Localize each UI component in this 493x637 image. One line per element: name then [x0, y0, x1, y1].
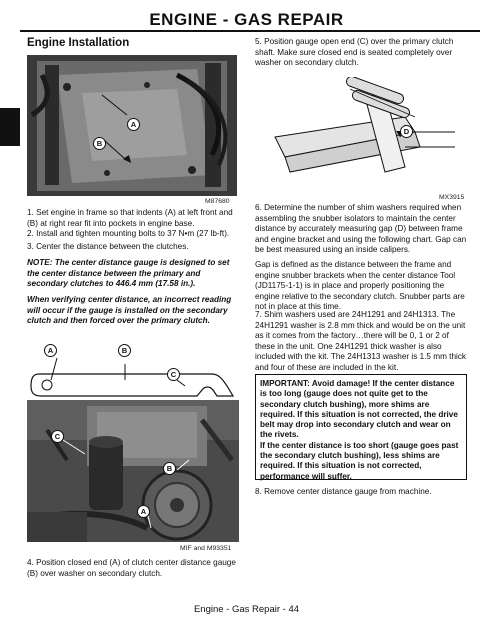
step-6: 6. Determine the number of shim washers required when assembling the snubber isolators to maintain the center distance by accurately measuring gap (D) between frame and engine bracket and using the following chart. Gap can be best measured using an inside calipers.	[255, 203, 467, 255]
center-distance-gauge-drawing	[27, 336, 239, 398]
note-center-distance: NOTE: The center distance gauge is designed to set the center distance between the primary and secondary clutches to 446.4 mm (17.58 in.).	[27, 258, 230, 289]
step-2: 2. Install and tighten mounting bolts to 37 N•m (27 lb-ft).	[27, 229, 230, 238]
clutch-gap-drawing	[255, 77, 467, 191]
engine-base-photo	[27, 55, 237, 196]
step-5: 5. Position gauge open end (C) over the primary clutch shaft. Make sure closed end is seated completely over washer on secondary clutch.	[255, 37, 454, 68]
photo-callout-c: C	[51, 430, 64, 443]
gauge-callout-c: C	[167, 368, 180, 381]
step-1: 1. Set engine in frame so that indents (A) at left front and (B) at right rear fit into pockets in engine base.	[27, 208, 233, 228]
step-8: 8. Remove center distance gauge from machine.	[255, 487, 432, 496]
gauge-bar-illustration	[27, 336, 239, 398]
header-rule	[20, 30, 480, 32]
photo-callout-a: A	[137, 505, 150, 518]
clutch-install-illustration	[27, 400, 239, 542]
section-title: Engine Installation	[27, 37, 130, 49]
section-tab-marker	[0, 108, 20, 146]
gap-figure-caption: MX3915	[439, 194, 465, 201]
important-text-long: IMPORTANT: Avoid damage! If the center distance is too long (gauge does not quite get to the secondary clutch bushing), more shims are required. If this situation is not corrected, the drive belt may drop into secondary clutch and wear on the rivets.	[260, 379, 458, 440]
gap-callout-d: D	[400, 125, 413, 138]
step-4: 4. Position closed end (A) of clutch center distance gauge (B) over washer on secondary clutch.	[27, 558, 236, 578]
engine-callout-a: A	[127, 118, 140, 131]
frame-bracket-gap-illustration	[255, 77, 467, 191]
step-7: 7. Shim washers used are 24H1291 and 24H1313. The 24H1291 washer is 2.8 mm thick and would be on the unit as it comes from the factory…there will be 0, 1 or 2 of these in the unit. One 24H1291 thick washer is also included with the kit. The 24H1313 washer is 1.5 mm thick and four of these are included in the kit.	[255, 310, 467, 372]
important-text-short: If the center distance is too short (gauge goes past the secondary clutch bushing), less shims are required. If this situation is not corrected, performance will suffer.	[260, 440, 459, 481]
page-footer: Engine - Gas Repair - 44	[193, 604, 300, 615]
note-verification: When verifying center distance, an incorrect reading will occur if the gauge is installed on the secondary clutch and then forced over the primary clutch.	[27, 295, 232, 326]
gauge-callout-b: B	[118, 344, 131, 357]
step-3: 3. Center the distance between the clutches.	[27, 242, 189, 251]
photo-callout-b: B	[163, 462, 176, 475]
gauge-callout-a: A	[44, 344, 57, 357]
clutch-figure-caption: MIF and M93351	[180, 545, 232, 552]
engine-callout-b: B	[93, 137, 106, 150]
clutch-install-photo	[27, 400, 239, 542]
engine-figure-caption: M87680	[205, 198, 230, 205]
page-header-title: ENGINE - GAS REPAIR	[149, 10, 344, 29]
important-callout-box	[255, 374, 467, 480]
gap-definition: Gap is defined as the distance between the frame and engine snubber brackets when the center distance Tool (JD1175-1-1) is in place and properly positioning the engine relative to the secondary clutch. Snubber parts are not in place at this time.	[255, 260, 465, 312]
